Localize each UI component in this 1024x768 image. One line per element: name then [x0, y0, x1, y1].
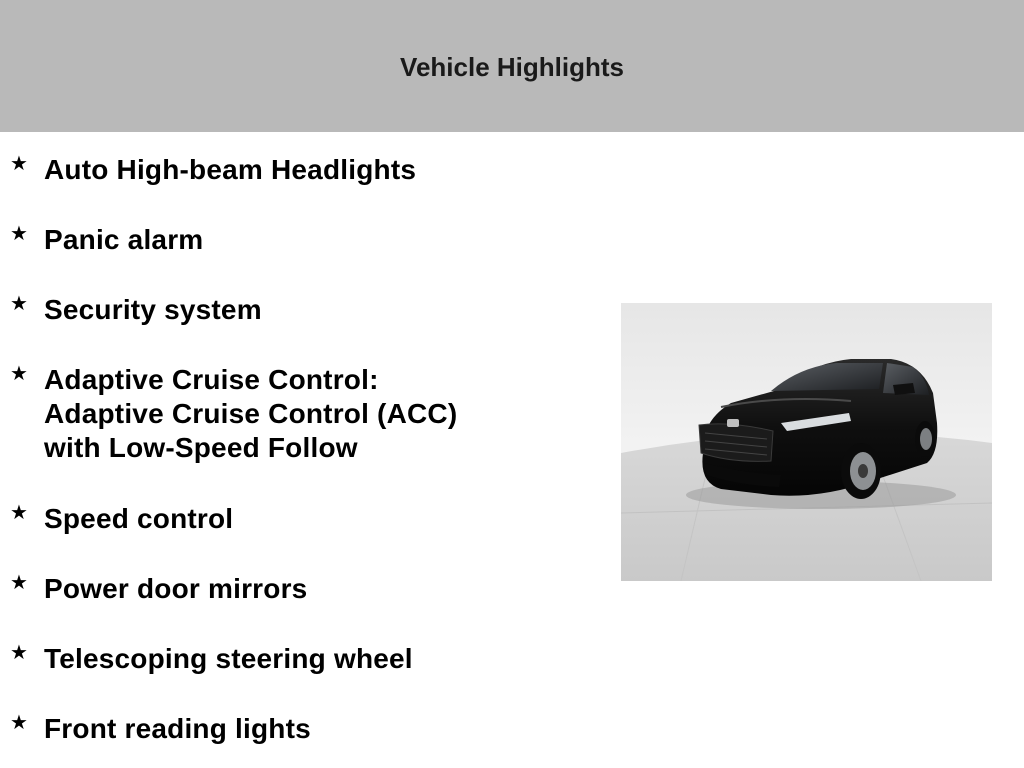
star-icon: ★: [10, 710, 28, 734]
star-icon: ★: [10, 291, 28, 315]
highlight-label: Auto High-beam Headlights: [44, 154, 417, 185]
page-header: [0, 0, 1024, 132]
highlight-label: Adaptive Cruise Control: Adaptive Cruise Control (ACC) with Low-Speed Follow: [44, 364, 458, 463]
star-icon: ★: [10, 640, 28, 664]
highlight-label: Security system: [44, 294, 262, 325]
highlight-label: Speed control: [44, 503, 234, 534]
highlight-label: Power door mirrors: [44, 573, 308, 604]
star-icon: ★: [10, 361, 28, 385]
star-icon: ★: [10, 500, 28, 524]
page-title: Vehicle Highlights: [400, 51, 624, 82]
star-icon: ★: [10, 151, 28, 175]
highlight-label: Front reading lights: [44, 713, 311, 744]
highlight-label: Panic alarm: [44, 224, 204, 255]
vehicle-photo: [621, 303, 992, 581]
star-icon: ★: [10, 221, 28, 245]
highlight-label: Telescoping steering wheel: [44, 643, 413, 674]
star-icon: ★: [10, 570, 28, 594]
